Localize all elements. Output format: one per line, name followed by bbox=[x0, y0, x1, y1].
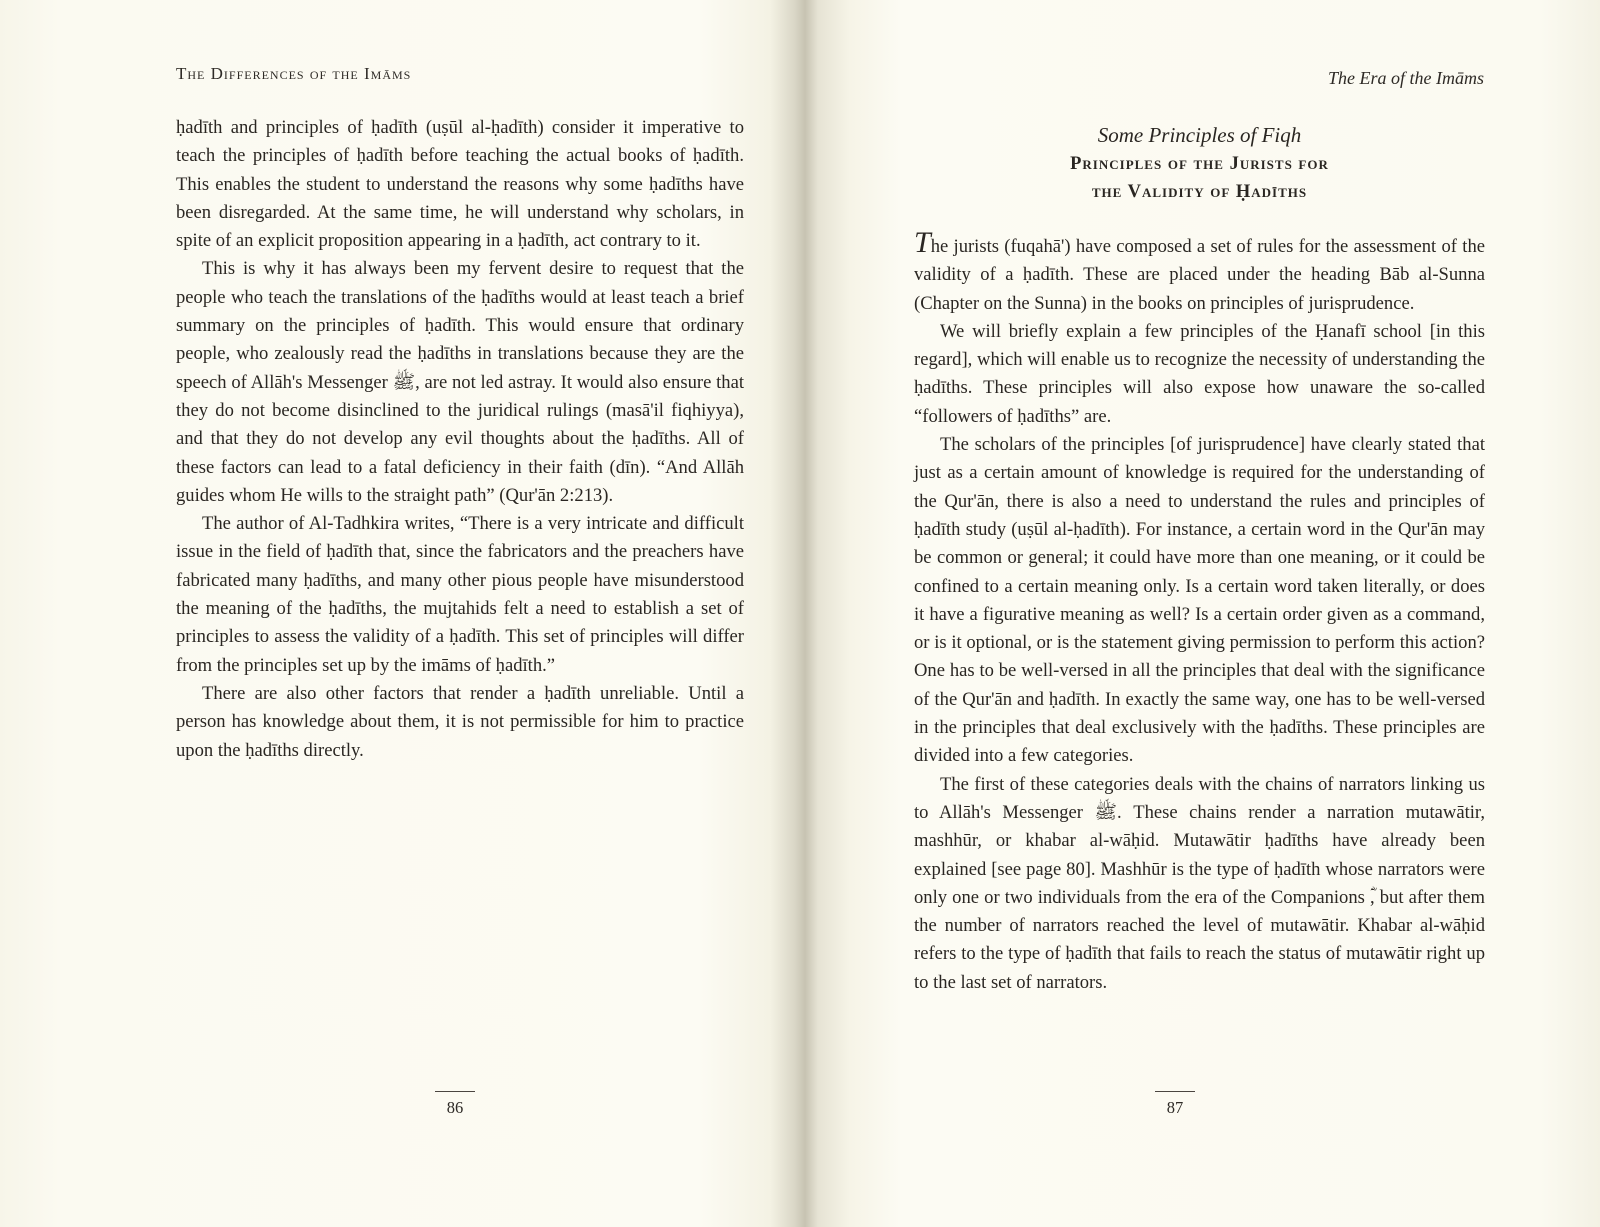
running-head-left: The Differences of the Imāms bbox=[176, 64, 412, 83]
left-page-body bbox=[176, 114, 744, 765]
right-footer-rule bbox=[1155, 1091, 1195, 1092]
left-paragraph-4: There are also other factors that render a ḥadīth unreliable. Until a person has knowledge about them, it is not permissible for him to practice upon the ḥadīths directly. bbox=[176, 682, 744, 761]
section-subtitle: Some Principles of Fiqh bbox=[1097, 123, 1302, 147]
right-paragraph-1-text: he jurists (fuqahā') have composed a set of rules for the assessment of the validity of a ḥadīth. These are placed under the heading Bāb al-Sunna (Chapter on the Sunna) in the books on principles of jurisprudence. bbox=[914, 236, 1485, 314]
right-paragraph-4: The first of these categories deals with the chains of narrators linking us to Allāh's Messenger ﷺ. These chains render a narration mutawātir, mashhūr, or khabar al-wāḥid. Mutawātir ḥadīths have already been explained [see page 80]. Mashhūr is the type of ḥadīth whose narrators were only one or two individuals from the era of the Companions ؓ, but after them the number of narrators reached the level of mutawātir. Khabar al-wāḥid refers to the type of ḥadīth that fails to reach the status of mutawātir right up to the last set of narrators. bbox=[914, 773, 1486, 993]
section-heading bbox=[914, 120, 1485, 206]
left-footer-rule bbox=[435, 1091, 475, 1092]
left-paragraph-2: This is why it has always been my fervent desire to request that the people who teach the translations of the ḥadīths would at least teach a brief summary on the principles of ḥadīth. This would ensure that ordinary people, who zealously read the ḥadīths in translations because they are the speech of Allāh's Messenger ﷺ, are not led astray. It would also ensure that they do not become disinclined to the juridical rulings (masā'il fiqhiyya), and that they do not develop any evil thoughts about the ḥadīths. All of these factors can lead to a fatal deficiency in their faith (dīn). “And Allāh guides whom He wills to the straight path” (Qur'ān 2:213). bbox=[176, 258, 744, 506]
running-head-right: The Era of the Imāms bbox=[1328, 68, 1484, 88]
section-title-line-1: Principles of the Jurists for bbox=[1070, 154, 1329, 174]
right-page bbox=[800, 0, 1600, 1227]
right-paragraph-1 bbox=[914, 226, 1485, 318]
left-paragraph-3: The author of Al-Tadhkira writes, “There is a very intricate and difficult issue in the field of ḥadīth that, since the fabricators and the preachers have fabricated many ḥadīths, and many other pious people have misunderstood the meaning of the ḥadīths, the mujtahids felt a need to establish a set of principles to assess the validity of a ḥadīth. This set of principles will differ from the principles set up by the imāms of ḥadīth.” bbox=[176, 513, 744, 676]
left-page-number: 86 bbox=[446, 1098, 464, 1117]
drop-cap: T bbox=[914, 226, 931, 259]
right-page-number: 87 bbox=[1166, 1098, 1184, 1117]
right-paragraph-3: The scholars of the principles [of jurisprudence] have clearly stated that just as a certain amount of knowledge is required for the understanding of the Qur'ān, there is also a need to understand the rules and principles of ḥadīth study (uṣūl al-ḥadīth). For instance, a certain word in the Qur'ān may be common or general; it could have more than one meaning, or it could be confined to a certain meaning only. Is a certain word taken literally, or does it have a figurative meaning as well? Is a certain order given as a command, or is it optional, or is the statement giving permission to perform this action? One has to be well-versed in all the principles that deal with the significance of the Qur'ān and ḥadīth. In exactly the same way, one has to be well-versed in the principles that deal exclusively with the ḥadīths. These principles are divided into a few categories. bbox=[914, 434, 1485, 767]
right-page-body bbox=[914, 226, 1486, 997]
left-paragraph-1: ḥadīth and principles of ḥadīth (uṣūl al-ḥadīth) consider it imperative to teach the principles of ḥadīth before teaching the actual books of ḥadīth. This enables the student to understand the reasons why some ḥadīths have been disregarded. At the same time, he will understand why scholars, in spite of an explicit proposition appearing in a ḥadīth, act contrary to it. bbox=[176, 117, 744, 252]
section-title-line-2: the Validity of Ḥadīths bbox=[1091, 182, 1308, 202]
right-paragraph-2: We will briefly explain a few principles of the Ḥanafī school [in this regard], which will enable us to recognize the necessity of understanding the ḥadīths. These principles will also expose how unaware the so-called “followers of ḥadīths” are. bbox=[914, 320, 1485, 427]
